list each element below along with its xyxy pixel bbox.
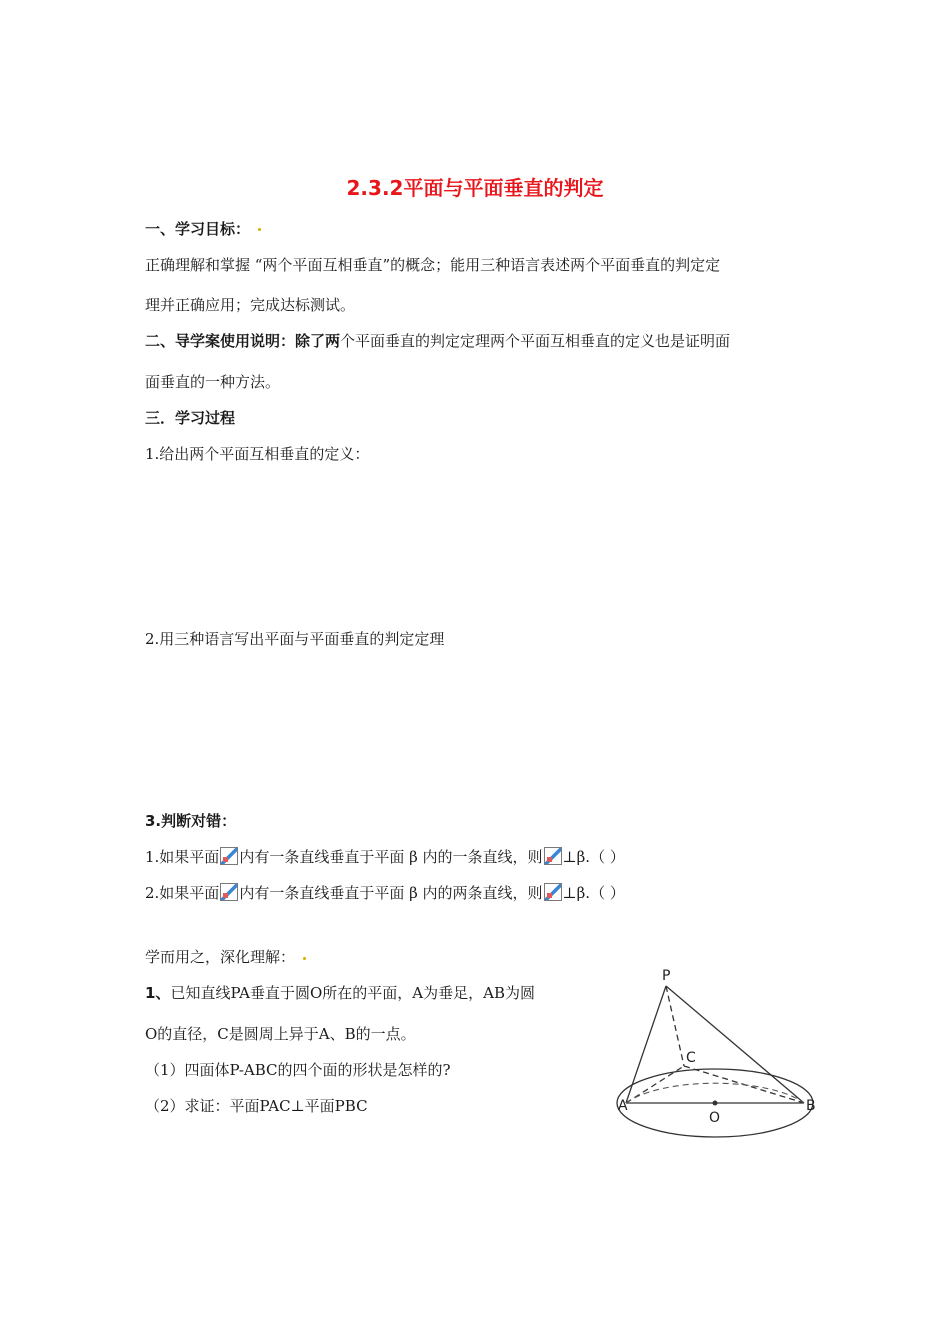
label-A: A (618, 1098, 628, 1114)
judgement-1: 1.如果平面 内有一条直线垂直于平面 β 内的一条直线，则 ⊥β.（ ） (145, 848, 625, 866)
problem-1-sub1: （1）四面体P-ABC的四个面的形状是怎样的? (145, 1061, 451, 1079)
alpha-image-icon (220, 847, 238, 865)
judgement-2: 2.如果平面 内有一条直线垂直于平面 β 内的两条直线，则 ⊥β.（ ） (145, 884, 625, 902)
alpha-image-icon (544, 847, 562, 865)
label-P: P (662, 968, 671, 984)
segment-PA (626, 986, 666, 1103)
label-O: O (709, 1110, 721, 1126)
section1-line1: 正确理解和掌握 “两个平面互相垂直”的概念；能用三种语言表述两个平面垂直的判定定 (145, 256, 721, 274)
section2-line2: 面垂直的一种方法。 (145, 373, 281, 391)
question-2: 2.用三种语言写出平面与平面垂直的判定定理 (145, 630, 445, 648)
section1-line2: 理并正确应用；完成达标测试。 (145, 296, 356, 314)
center-point-O (713, 1101, 718, 1106)
section2-line1: 二、导学案使用说明：除了两个平面垂直的判定定理两个平面互相垂直的定义也是证明面 (145, 332, 731, 350)
practice-heading: 学而用之，深化理解： (145, 946, 306, 967)
label-B: B (806, 1098, 816, 1114)
alpha-image-icon (544, 883, 562, 901)
question-1: 1.给出两个平面互相垂直的定义： (145, 445, 370, 463)
problem-1-line1: 1、已知直线PA垂直于圆O所在的平面，A为垂足，AB为圆 (145, 984, 535, 1002)
label-C: C (686, 1050, 696, 1066)
problem-1-sub2: （2）求证：平面PAC⊥平面PBC (145, 1097, 368, 1115)
section1-heading: 一、学习目标： (145, 218, 261, 239)
alpha-image-icon (220, 883, 238, 901)
page-title: 2.3.2平面与平面垂直的判定 (346, 176, 604, 200)
segment-PC (666, 986, 684, 1066)
section3-heading: 三．学习过程 (145, 409, 236, 427)
segment-PB (666, 986, 804, 1103)
tetrahedron-figure (600, 960, 830, 1150)
problem-1-line2: O的直径，C是圆周上异于A、B的一点。 (145, 1025, 416, 1043)
question-3-heading: 3.判断对错： (145, 812, 237, 830)
